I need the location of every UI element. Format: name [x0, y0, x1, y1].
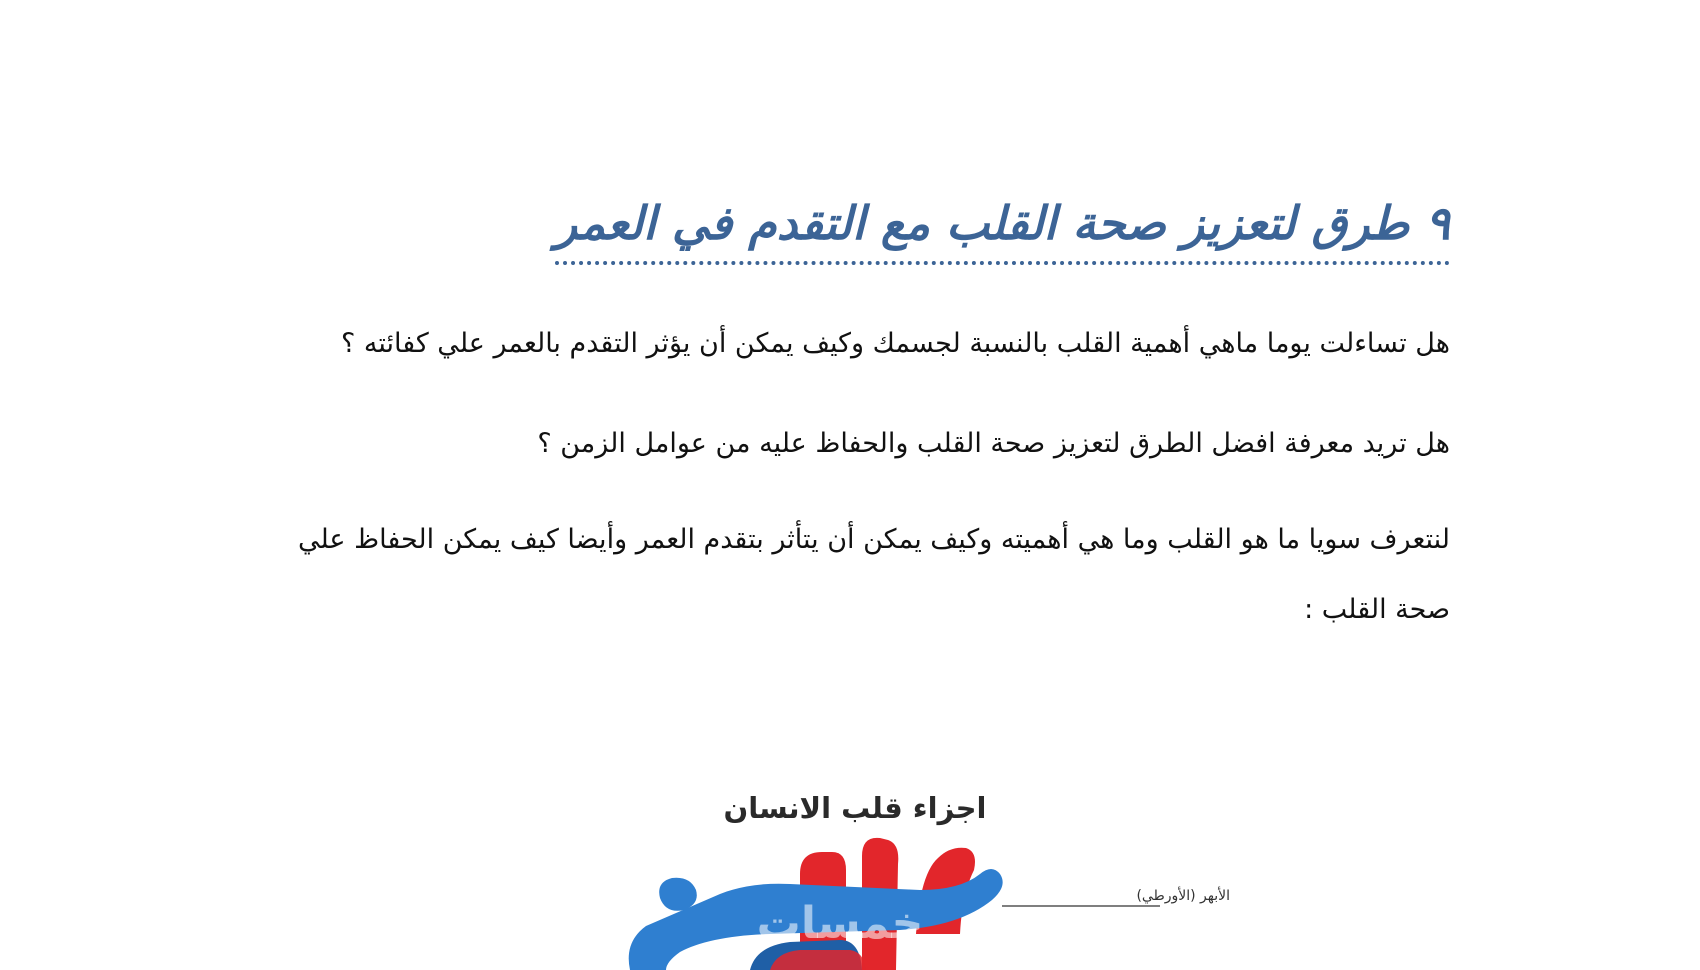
aorta-label: الأبهر (الأورطي): [1136, 888, 1230, 904]
paragraph-2: هل تريد معرفة افضل الطرق لتعزيز صحة القلب والحفاظ عليه من عوامل الزمن ؟: [537, 428, 1450, 459]
article-title: ٩ طرق لتعزيز صحة القلب مع التقدم في العمر: [555, 185, 1450, 265]
paragraph-3: لنتعرف سويا ما هو القلب وما هي أهميته وكيف يمكن أن يتأثر بتقدم العمر وأيضا كيف يمكن الحفاظ علي صحة القلب :: [297, 524, 1450, 625]
figure-title: اجزاء قلب الانسان: [723, 791, 987, 825]
heart-diagram-figure: [600, 778, 1240, 970]
article: [290, 185, 1450, 645]
watermark: خمسات: [756, 898, 924, 949]
heart-illustration: [600, 834, 1240, 970]
paragraph-1: هل تساءلت يوما ماهي أهمية القلب بالنسبة لجسمك وكيف يمكن أن يؤثر التقدم بالعمر علي كفائته ؟: [340, 328, 1450, 359]
vein-opening: [659, 878, 697, 911]
